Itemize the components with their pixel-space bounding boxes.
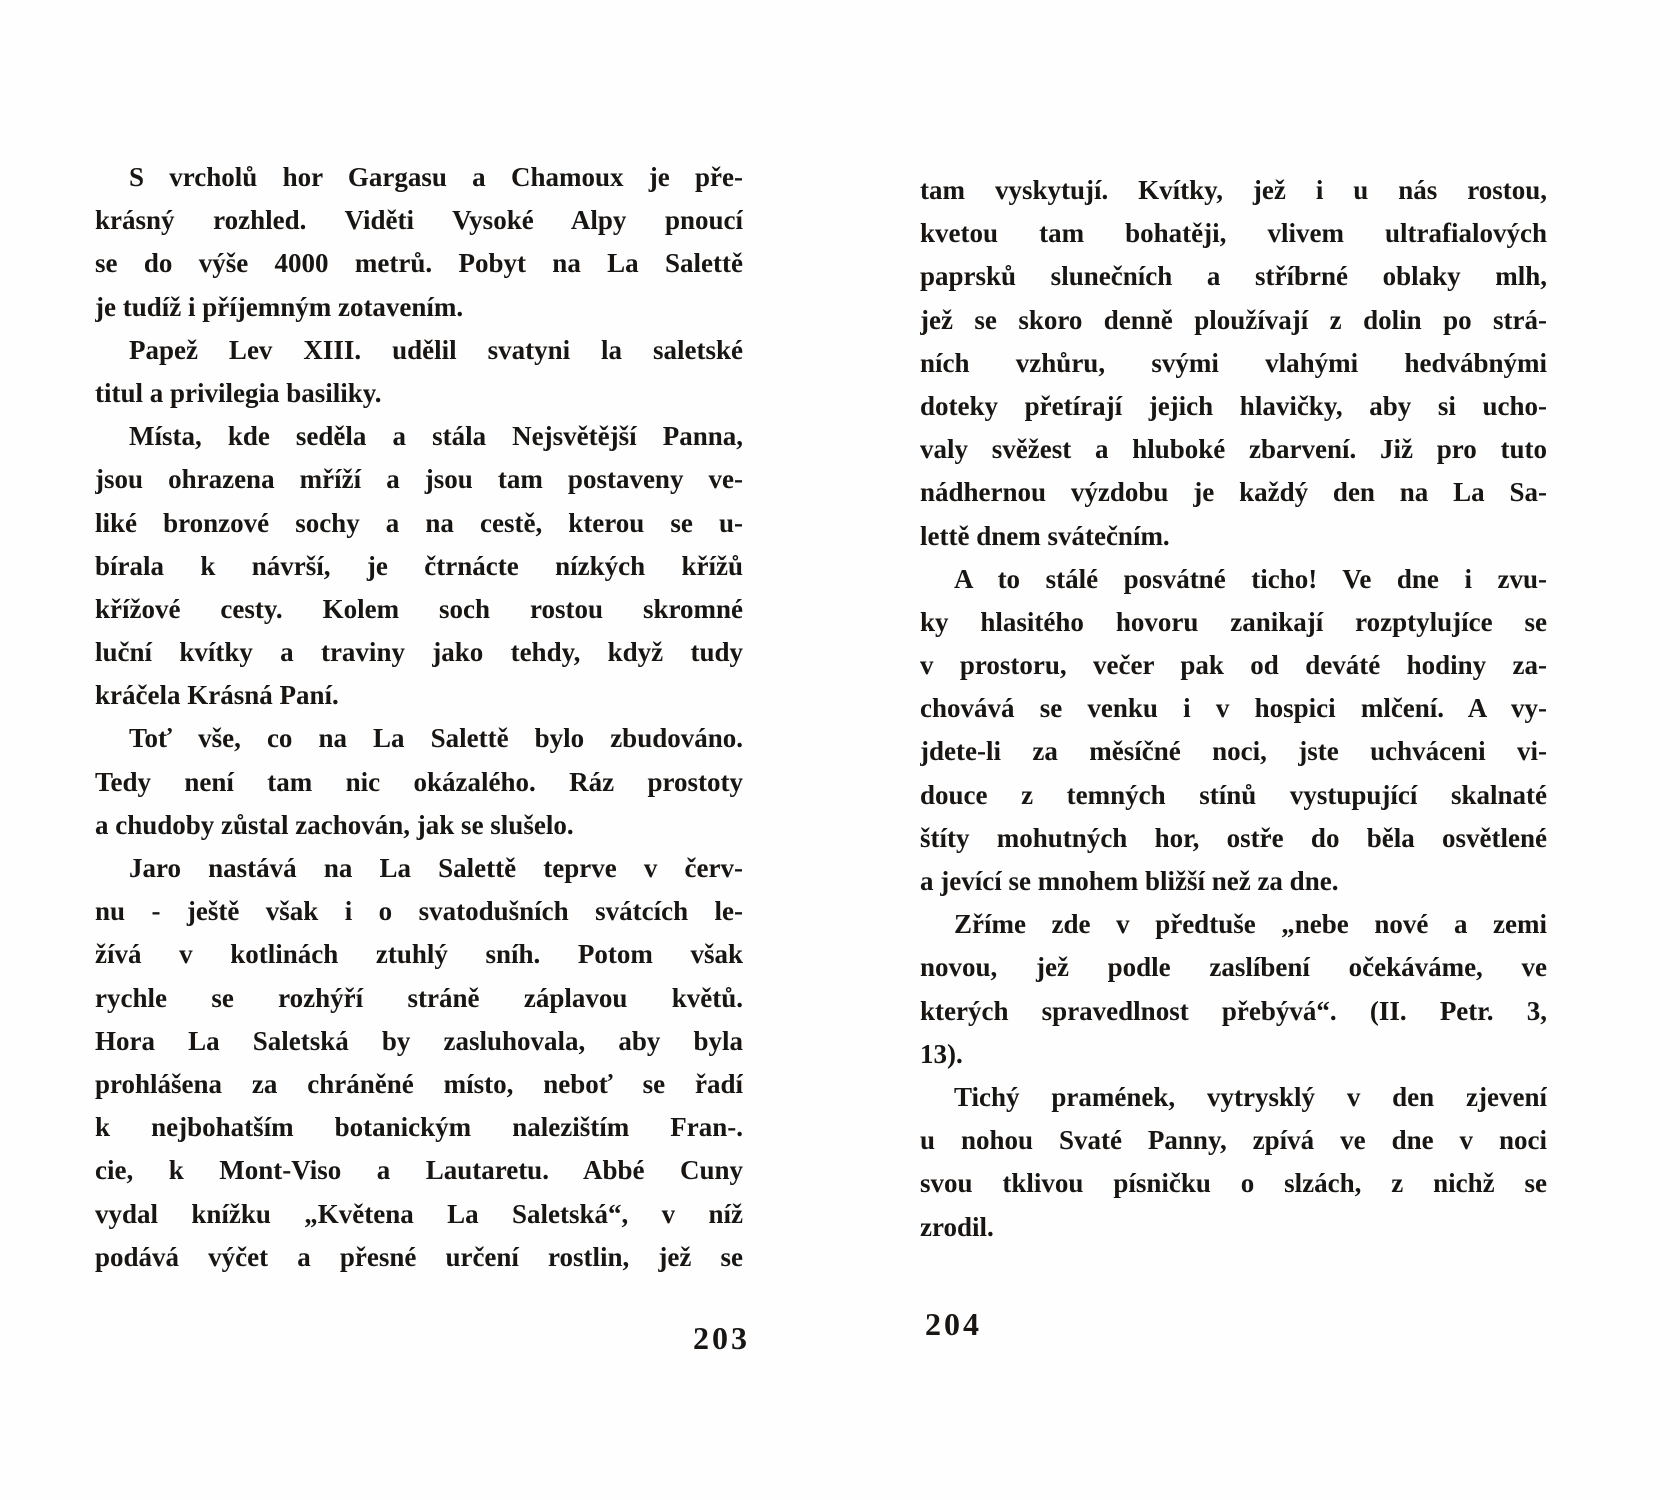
text-line: luční kvítky a traviny jako tehdy, když tudy: [95, 637, 743, 668]
text-line: novou, jež podle zaslíbení očekáváme, ve: [920, 952, 1547, 983]
text-line: podává výčet a přesné určení rostlin, jež se: [95, 1241, 743, 1272]
text-line: Místa, kde seděla a stála Nejsvětější Panna,: [129, 421, 743, 452]
text-line: jež se skoro denně ploužívají z dolin po strá-: [920, 304, 1547, 335]
text-line: v prostoru, večer pak od deváté hodiny za-: [920, 650, 1547, 681]
text-line: kvetou tam bohatěji, vlivem ultrafialových: [920, 218, 1547, 249]
text-line: Toť vše, co na La Salettě bylo zbudováno.: [129, 723, 743, 754]
text-line: Papež Lev XIII. udělil svatyni la saletské: [129, 334, 743, 365]
text-line: štíty mohutných hor, ostře do běla osvětlené: [920, 822, 1547, 853]
text-line: valy svěžest a hluboké zbarvení. Již pro tuto: [920, 434, 1547, 465]
text-line: u nohou Svaté Panny, zpívá ve dne v noci: [920, 1125, 1547, 1156]
text-line: A to stálé posvátné ticho! Ve dne i zvu-: [954, 563, 1547, 594]
text-line: Tichý pramének, vytrysklý v den zjevení: [954, 1081, 1547, 1112]
text-line: se do výše 4000 metrů. Pobyt na La Salettě: [95, 248, 743, 279]
text-line: nádhernou výzdobu je každý den na La Sa-: [920, 477, 1547, 508]
text-line: 13).: [920, 1038, 963, 1069]
text-line: S vrcholů hor Gargasu a Chamoux je pře-: [129, 162, 743, 192]
text-line: liké bronzové sochy a na cestě, kterou se u-: [95, 507, 743, 538]
text-line: Hora La Saletská by zasluhovala, aby byla: [95, 1025, 743, 1056]
text-line: tam vyskytují. Kvítky, jež i u nás rostou,: [920, 175, 1547, 205]
text-line: svou tklivou písničku o slzách, z nichž se: [920, 1168, 1547, 1199]
text-line: rychle se rozhýří stráně záplavou květů.: [95, 982, 743, 1013]
text-line: zrodil.: [920, 1211, 994, 1242]
text-line: paprsků slunečních a stříbrné oblaky mlh,: [920, 261, 1547, 292]
text-line: Tedy není tam nic okázalého. Ráz prostoty: [95, 766, 743, 797]
text-line: ky hlasitého hovoru zanikají rozptylujíce se: [920, 606, 1547, 637]
text-line: titul a privilegia basiliky.: [95, 377, 382, 408]
text-line: cie, k Mont-Viso a Lautaretu. Abbé Cuny: [95, 1155, 743, 1186]
text-line: žívá v kotlinách ztuhlý sníh. Potom však: [95, 939, 743, 970]
text-line: křížové cesty. Kolem soch rostou skromné: [95, 593, 743, 624]
text-line: kterých spravedlnost přebývá“. (II. Petr. 3,: [920, 995, 1547, 1026]
text-line: kráčela Krásná Paní.: [95, 680, 339, 711]
text-line: Jaro nastává na La Salettě teprve v červ-: [129, 853, 743, 883]
text-line: ních vzhůru, svými vlahými hedvábnými: [920, 347, 1547, 378]
text-line: douce z temných stínů vystupující skalnaté: [920, 779, 1547, 810]
text-line: a chudoby zůstal zachován, jak se slušelo.: [95, 809, 574, 840]
text-line: doteky přetírají jejich hlavičky, aby si ucho-: [920, 390, 1547, 421]
text-line: nu - ještě však i o svatodušních svátcích le-: [95, 896, 743, 927]
text-line: jsou ohrazena mříží a jsou tam postaveny ve-: [95, 464, 743, 495]
text-line: a jevící se mnohem bližší než za dne.: [920, 866, 1339, 896]
page-right-text-block: [920, 169, 1547, 1249]
text-line: prohlášena za chráněné místo, neboť se řadí: [95, 1068, 743, 1099]
text-line: k nejbohatším botanickým nalezištím Fran-.: [95, 1112, 743, 1143]
text-line: chovává se venku i v hospici mlčení. A vy-: [920, 693, 1547, 724]
page-number-left: 203: [693, 1320, 750, 1356]
page-left-text-block: [95, 156, 743, 1279]
text-line: je tudíž i příjemným zotavením.: [95, 291, 464, 322]
text-line: lettě dnem svátečním.: [920, 520, 1170, 551]
text-line: vydal knížku „Květena La Saletská“, v níž: [95, 1198, 743, 1229]
text-line: bírala k návrší, je čtrnácte nízkých křížů: [95, 550, 743, 581]
text-line: jdete-li za měsíčné noci, jste uchváceni vi-: [920, 736, 1547, 767]
text-line: krásný rozhled. Viděti Vysoké Alpy pnoucí: [95, 205, 743, 236]
text-line: Zříme zde v předtuše „nebe nové a zemi: [954, 909, 1547, 940]
page-number-right: 204: [925, 1306, 982, 1342]
